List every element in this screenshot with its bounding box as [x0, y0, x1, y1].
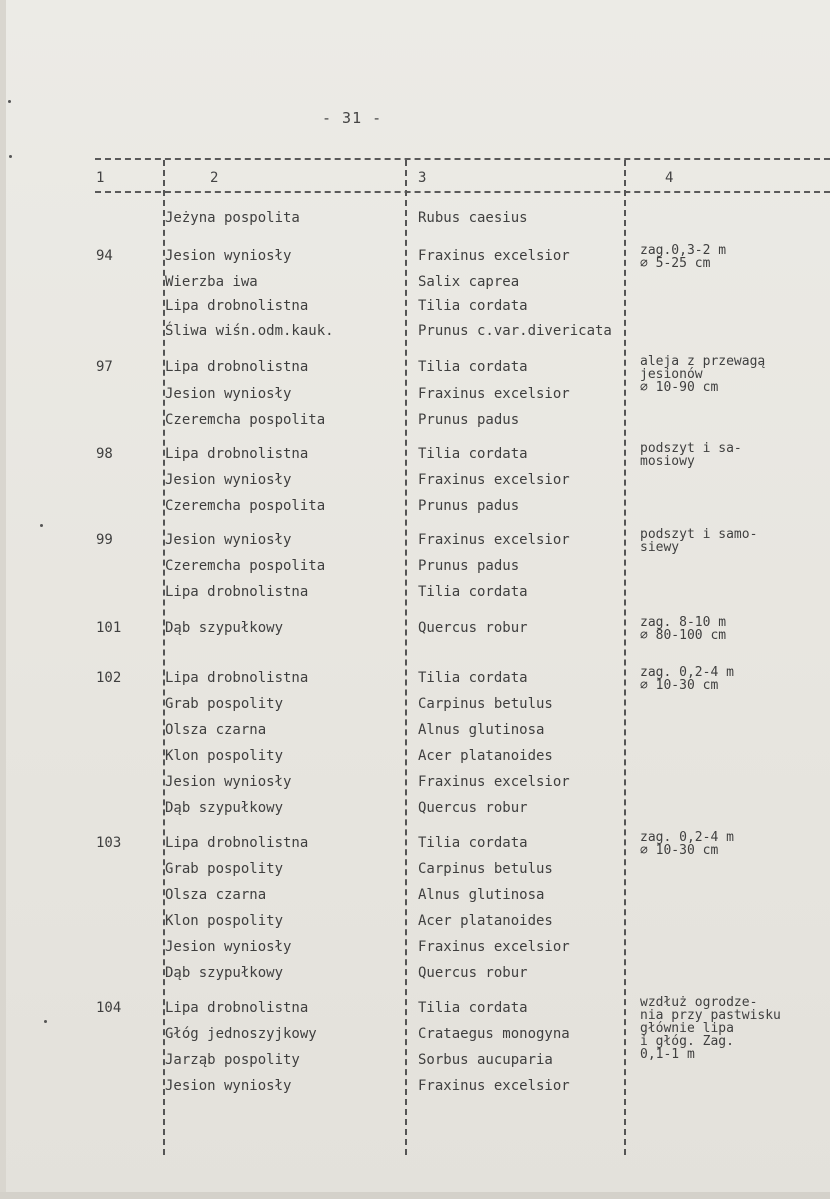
polish-name: Śliwa wiśn.odm.kauk.	[165, 323, 334, 339]
polish-name: Olsza czarna	[165, 722, 267, 738]
polish-name: Jesion wyniosły	[165, 939, 292, 955]
polish-name: Jesion wyniosły	[165, 774, 292, 790]
remarks: aleja z przewagą jesionów ∅ 10-90 cm	[640, 354, 766, 395]
row-number: 101	[96, 620, 122, 636]
latin-name: Fraxinus excelsior	[418, 248, 570, 264]
latin-name: Acer platanoides	[418, 913, 553, 929]
polish-name: Jesion wyniosły	[165, 386, 292, 402]
column-header-2: 2	[210, 170, 219, 186]
page-edge-left	[0, 0, 6, 1199]
polish-name: Wierzba iwa	[165, 274, 258, 290]
margin-dot	[40, 524, 43, 527]
column-header-1: 1	[96, 170, 105, 186]
polish-name: Lipa drobnolistna	[165, 446, 309, 462]
table-top-rule	[95, 158, 830, 160]
latin-name: Crataegus monogyna	[418, 1026, 570, 1042]
remarks: zag.0,3-2 m ∅ 5-25 cm	[640, 243, 727, 271]
latin-name: Fraxinus excelsior	[418, 472, 570, 488]
latin-name: Quercus robur	[418, 965, 528, 981]
remarks: zag. 8-10 m ∅ 80-100 cm	[640, 615, 727, 643]
latin-name: Prunus padus	[418, 498, 520, 514]
row-number: 103	[96, 835, 122, 851]
polish-name: Lipa drobnolistna	[165, 670, 309, 686]
polish-name: Lipa drobnolistna	[165, 1000, 309, 1016]
latin-name: Tilia cordata	[418, 584, 528, 600]
row-number: 99	[96, 532, 113, 548]
row-number: 97	[96, 359, 113, 375]
latin-name: Fraxinus excelsior	[418, 939, 570, 955]
row-number: 102	[96, 670, 122, 686]
remarks: wzdłuż ogrodze- nia przy pastwisku głównie lipa i głóg. Zag. 0,1-1 m	[640, 995, 781, 1062]
margin-dot	[44, 1020, 47, 1023]
polish-name: Jesion wyniosły	[165, 532, 292, 548]
latin-name: Tilia cordata	[418, 359, 528, 375]
remarks: podszyt i samo- siewy	[640, 527, 758, 555]
row-number: 98	[96, 446, 113, 462]
latin-name: Carpinus betulus	[418, 861, 553, 877]
polish-name: Klon pospolity	[165, 913, 284, 929]
latin-name: Acer platanoides	[418, 748, 553, 764]
table-header-rule	[95, 191, 830, 193]
polish-name: Jesion wyniosły	[165, 472, 292, 488]
polish-name: Czeremcha pospolita	[165, 412, 326, 428]
column-header-3: 3	[418, 170, 427, 186]
latin-name: Tilia cordata	[418, 446, 528, 462]
latin-name: Tilia cordata	[418, 298, 528, 314]
latin-name: Fraxinus excelsior	[418, 1078, 570, 1094]
latin-name: Fraxinus excelsior	[418, 774, 570, 790]
polish-name: Jarząb pospolity	[165, 1052, 300, 1068]
polish-name: Jesion wyniosły	[165, 1078, 292, 1094]
polish-name: Głóg jednoszyjkowy	[165, 1026, 317, 1042]
latin-name: Alnus glutinosa	[418, 722, 545, 738]
latin-name: Sorbus aucuparia	[418, 1052, 553, 1068]
remarks: zag. 0,2-4 m ∅ 10-30 cm	[640, 665, 734, 693]
polish-name: Lipa drobnolistna	[165, 835, 309, 851]
column-divider	[624, 160, 626, 1155]
polish-name: Dąb szypułkowy	[165, 800, 284, 816]
column-divider	[405, 160, 407, 1155]
polish-name: Jesion wyniosły	[165, 248, 292, 264]
polish-name: Czeremcha pospolita	[165, 498, 326, 514]
column-header-4: 4	[665, 170, 674, 186]
remarks: podszyt i sa- mosiowy	[640, 441, 742, 469]
latin-name: Quercus robur	[418, 800, 528, 816]
polish-name: Grab pospolity	[165, 861, 284, 877]
latin-name: Tilia cordata	[418, 670, 528, 686]
polish-name: Lipa drobnolistna	[165, 298, 309, 314]
margin-dot	[9, 155, 12, 158]
polish-name: Dąb szypułkowy	[165, 620, 284, 636]
latin-name: Salix caprea	[418, 274, 520, 290]
latin-name: Alnus glutinosa	[418, 887, 545, 903]
latin-name: Tilia cordata	[418, 1000, 528, 1016]
polish-name: Klon pospolity	[165, 748, 284, 764]
latin-name: Rubus caesius	[418, 210, 528, 226]
remarks: zag. 0,2-4 m ∅ 10-30 cm	[640, 830, 734, 858]
latin-name: Prunus padus	[418, 558, 520, 574]
row-number: 104	[96, 1000, 122, 1016]
latin-name: Carpinus betulus	[418, 696, 553, 712]
latin-name: Tilia cordata	[418, 835, 528, 851]
page-edge-bottom	[0, 1192, 830, 1199]
page-number: - 31 -	[322, 109, 383, 127]
latin-name: Fraxinus excelsior	[418, 386, 570, 402]
row-number: 94	[96, 248, 113, 264]
polish-name: Grab pospolity	[165, 696, 284, 712]
polish-name: Lipa drobnolistna	[165, 359, 309, 375]
polish-name: Jeżyna pospolita	[165, 210, 300, 226]
latin-name: Quercus robur	[418, 620, 528, 636]
polish-name: Lipa drobnolistna	[165, 584, 309, 600]
polish-name: Dąb szypułkowy	[165, 965, 284, 981]
margin-dot	[8, 100, 11, 103]
latin-name: Prunus c.var.divericata	[418, 323, 612, 339]
latin-name: Fraxinus excelsior	[418, 532, 570, 548]
polish-name: Olsza czarna	[165, 887, 267, 903]
polish-name: Czeremcha pospolita	[165, 558, 326, 574]
latin-name: Prunus padus	[418, 412, 520, 428]
